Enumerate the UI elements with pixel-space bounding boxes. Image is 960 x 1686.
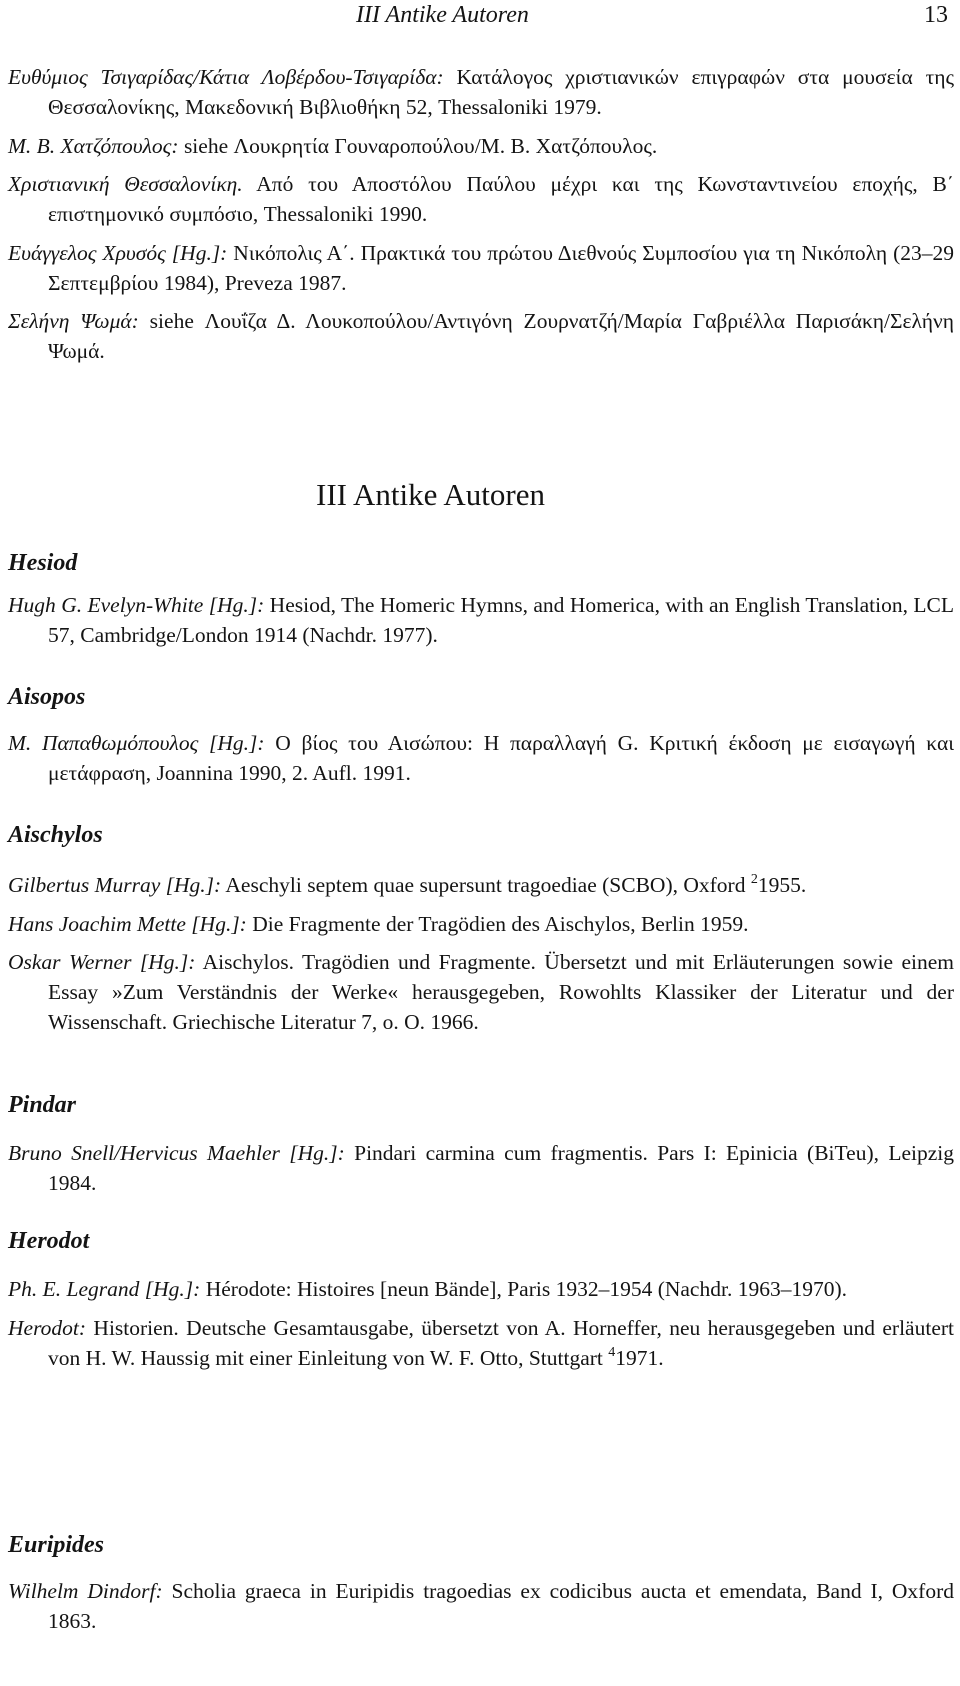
chapter-title: III Antike Autoren: [316, 477, 546, 512]
entry-text: Die Fragmente der Tragödien des Aischylos, Berlin 1959.: [246, 911, 749, 936]
section-hesiod: [8, 590, 954, 659]
author-heading-aisopos: Aisopos: [8, 684, 86, 710]
entry-author: Ευάγγελος Χρυσός [Hg.]:: [8, 240, 228, 265]
entry-text: siehe Λουκρητία Γουναροπούλου/Μ. Β. Χατζόπουλος.: [178, 133, 658, 158]
author-heading-euripides: Euripides: [8, 1532, 105, 1558]
bibliography-entry: [8, 238, 954, 298]
entry-text: Hérodote: Histoires [neun Bände], Paris 1932–1954 (Nachdr. 1963–1970).: [200, 1277, 847, 1301]
page-number: 13: [924, 2, 948, 28]
entry-text: Aischylos. Tragödien und Fragmente. Übersetzt und mit Erläuterungen sowie einem Essay »Zum Verständnis der Werke« herausgegeben, Rowohlts Klassiker der Literatur und der Wissenschaft. Griechische Literatur 7, o. O. 1966.: [48, 950, 955, 1034]
entry-text: Από του Αποστόλου Παύλου μέχρι και της Κωνσταντινείου εποχής, Β΄ επιστημονικό συμπόσιο, Thessaloniki 1990.: [48, 172, 954, 226]
bibliography-entry: [8, 590, 954, 650]
entry-text: Aeschyli septem quae supersunt tragoediae (SCBO), Oxford: [221, 873, 751, 897]
entry-editor: Hans Joachim Mette [Hg.]:: [8, 911, 247, 936]
bibliography-entry: [8, 306, 954, 366]
author-heading-pindar: Pindar: [8, 1092, 77, 1118]
entry-editor: Ph. E. Legrand [Hg.]:: [8, 1277, 201, 1301]
entry-editor: Hugh G. Evelyn-White [Hg.]:: [8, 593, 265, 617]
bibliography-entry: [8, 909, 954, 939]
edition-superscript: 2: [750, 872, 758, 887]
edition-superscript: 4: [608, 1344, 616, 1360]
entry-text-tail: 1955.: [757, 873, 807, 897]
section-aischylos: [8, 870, 954, 1046]
author-heading-hesiod: Hesiod: [8, 550, 78, 576]
entry-text: Ο βίος του Αισώπου: Η παραλλαγή G. Κριτική έκδοση με εισαγωγή και μετάφραση, Joannina 1990, 2. Aufl. 1991.: [48, 731, 954, 785]
entry-editor: Oskar Werner [Hg.]:: [8, 950, 196, 974]
entry-author: Σελήνη Ψωμά:: [8, 309, 139, 333]
running-title: III Antike Autoren: [356, 2, 529, 28]
entry-editor: Wilhelm Dindorf:: [8, 1579, 163, 1603]
bibliography-entry: [8, 728, 954, 788]
bibliography-entry: [8, 169, 954, 229]
entry-author: Μ. Β. Χατζόπουλος:: [8, 133, 179, 158]
entry-text: Hesiod, The Homeric Hymns, and Homerica, with an English Translation, LCL 57, Cambridge/London 1914 (Nachdr. 1977).: [48, 593, 954, 647]
entry-author: Ευθύμιος Τσιγαρίδας/Κάτια Λοβέρδου-Τσιγαρίδα:: [8, 65, 444, 89]
section-aisopos: [8, 728, 954, 797]
entry-text-tail: 1971.: [615, 1345, 664, 1370]
bibliography-entry: [8, 1138, 954, 1198]
entry-text: Νικόπολις Α΄. Πρακτικά του πρώτου Διεθνούς Συμποσίου για τη Νικόπολη (23–29 Σεπτεμβρίου 1984), Preveza 1987.: [48, 240, 954, 295]
entry-text: Historien. Deutsche Gesamtausgabe, übersetzt von A. Horneffer, neu herausgegeben und erläutert von H. W. Haussig mit einer Einleitung von W. F. Otto, Stuttgart: [48, 1315, 954, 1370]
entry-text: Κατάλογος χριστιανικών επιγραφών στα μουσεία της Θεσσαλονίκης, Μακεδονική Βιβλιοθήκη 52, Thessaloniki 1979.: [48, 65, 954, 119]
bibliography-entry: [8, 947, 954, 1037]
entry-editor: Gilbertus Murray [Hg.]:: [8, 873, 222, 897]
section-euripides: [8, 1576, 954, 1645]
author-heading-aischylos: Aischylos: [8, 822, 103, 848]
bibliography-entry: [8, 1313, 954, 1373]
section-herodot: [8, 1274, 954, 1381]
prior-bibliography: [8, 62, 954, 375]
entry-text: siehe Λουΐζα Δ. Λουκοπούλου/Αντιγόνη Ζουρνατζή/Μαρία Γαβριέλλα Παρισάκη/Σελήνη Ψωμά.: [48, 309, 954, 363]
bibliography-entry: [8, 62, 954, 122]
entry-editor: Μ. Παπαθωμόπουλος [Hg.]:: [8, 731, 265, 755]
bibliography-entry: [8, 1576, 954, 1636]
author-heading-herodot: Herodot: [8, 1228, 90, 1254]
bibliography-entry: [8, 1274, 954, 1304]
entry-text: Pindari carmina cum fragmentis. Pars I: Epinicia (BiTeu), Leipzig 1984.: [48, 1141, 954, 1195]
entry-editor: Bruno Snell/Hervicus Maehler [Hg.]:: [8, 1141, 345, 1165]
entry-text: Scholia graeca in Euripidis tragoedias ex codicibus aucta et emendata, Band I, Oxford 1863.: [48, 1579, 954, 1633]
entry-author: Χριστιανική Θεσσαλονίκη.: [8, 172, 243, 196]
bibliography-entry: [8, 870, 954, 900]
entry-editor: Herodot:: [8, 1315, 87, 1340]
section-pindar: [8, 1138, 954, 1207]
bibliography-entry: [8, 131, 954, 161]
running-head: [0, 0, 960, 40]
